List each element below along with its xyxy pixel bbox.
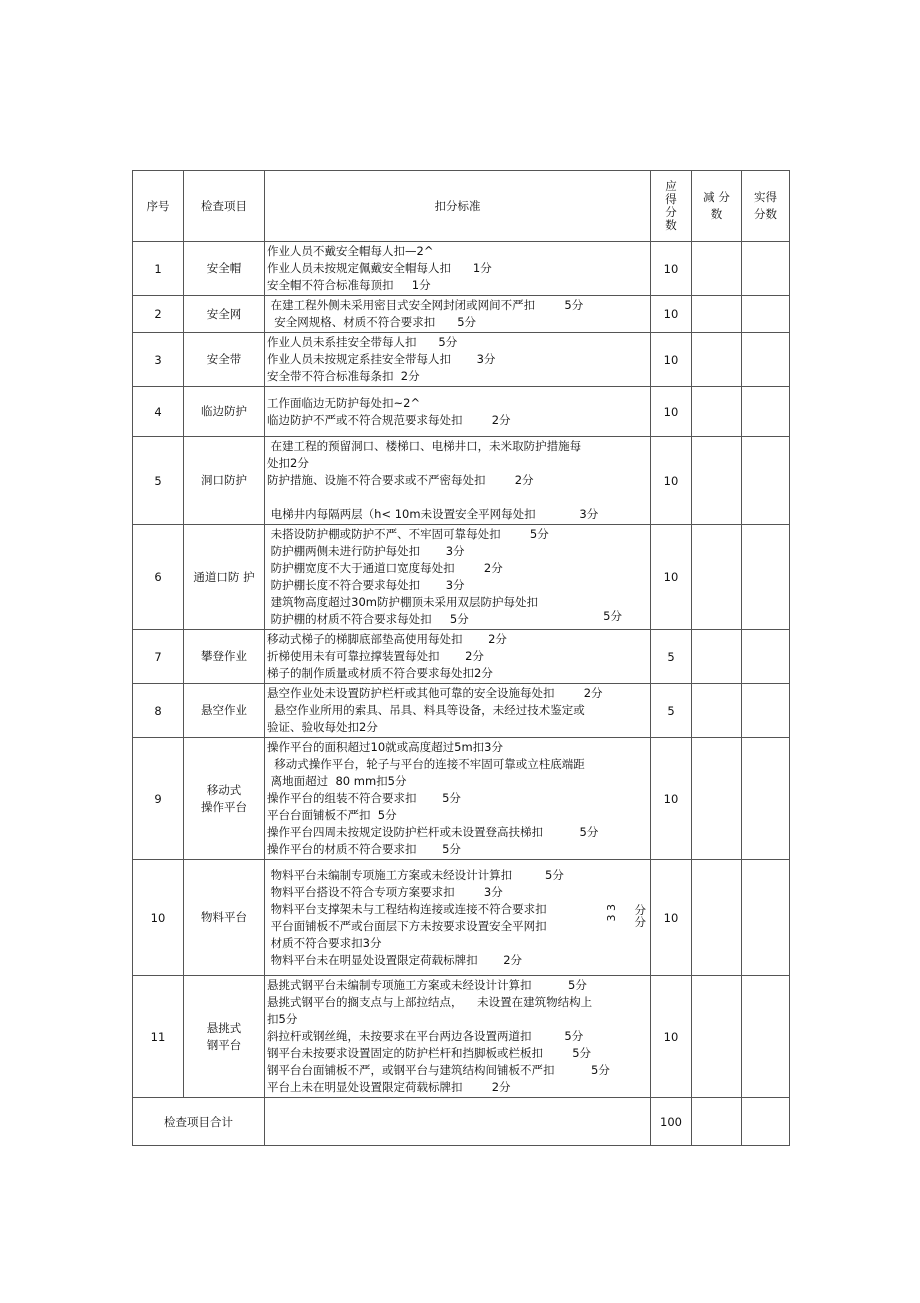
header-actual: 实得 分数 [742, 171, 790, 242]
standard-line: 平台面铺板不严或台面层下方未按要求设置安全平网扣 [267, 918, 547, 933]
standard-line: 安全带不符合标准每条扣 2分 [267, 369, 420, 383]
header-deduct: 减 分 数 [692, 171, 742, 242]
standard-line: 在建工程外侧未采用密目式安全网封闭或网间不严扣 5分 [267, 298, 584, 312]
row-due-score: 5 [651, 684, 692, 738]
row-deduct [692, 296, 742, 333]
row-actual [742, 860, 790, 976]
standard-line: 悬挑式钢平台未编制专项施工方案或未经设计计算扣 5分 [267, 978, 587, 992]
row-number: 5 [133, 437, 184, 525]
row-deduct [692, 437, 742, 525]
row-due-score: 10 [651, 525, 692, 630]
standard-line: 悬挑式钢平台的搁支点与上部拉结点， 未设置在建筑物结构上 [267, 995, 593, 1009]
standard-line: 移动式梯子的梯脚底部垫高使用每处扣 2分 [267, 632, 507, 646]
row-actual [742, 738, 790, 860]
row-number: 4 [133, 387, 184, 437]
row-standard [265, 684, 651, 738]
standard-line [267, 489, 650, 506]
total-standard-cell [265, 1098, 651, 1146]
row-number: 11 [133, 976, 184, 1098]
row-actual [742, 333, 790, 387]
row-number: 1 [133, 242, 184, 296]
row-actual [742, 387, 790, 437]
standard-line: 平台台面铺板不严扣 5分 [267, 808, 397, 822]
total-label: 检查项目合计 [133, 1098, 265, 1146]
standard-line: 操作平台四周未按规定设防护栏杆或未设置登高扶梯扣 5分 [267, 825, 599, 839]
table-row [133, 860, 790, 976]
row-number: 9 [133, 738, 184, 860]
row-deduct [692, 630, 742, 684]
standard-line: 处扣2分 [267, 456, 309, 470]
row-item: 通道口防 护 [184, 525, 265, 630]
row-standard [265, 242, 651, 296]
row-item: 物料平台 [184, 860, 265, 976]
row-number: 2 [133, 296, 184, 333]
row-item: 安全带 [184, 333, 265, 387]
standard-line: 临边防护不严或不符合规范要求每处扣 2分 [267, 412, 511, 427]
row-actual [742, 630, 790, 684]
standard-side-mark: 3 3 [605, 904, 618, 922]
row-actual [742, 437, 790, 525]
row-number: 7 [133, 630, 184, 684]
standard-line: 悬空作业处未设置防护栏杆或其他可靠的安全设施每处扣 2分 [267, 686, 603, 700]
table-row [133, 333, 790, 387]
row-standard [265, 738, 651, 860]
standard-line: 防护棚的材质不符合要求每处扣 5分 [267, 612, 469, 626]
row-actual [742, 242, 790, 296]
row-actual [742, 296, 790, 333]
row-actual [742, 684, 790, 738]
row-deduct [692, 333, 742, 387]
header-standard: 扣分标准 [265, 171, 651, 242]
standard-line: 钢平台未按要求设置固定的防护栏杆和挡脚板或栏板扣 5分 [267, 1046, 592, 1060]
header-row [133, 171, 790, 242]
total-row [133, 1098, 790, 1146]
header-no: 序号 [133, 171, 184, 242]
row-standard [265, 860, 651, 976]
standard-line: 防护棚长度不符合要求每处扣 3分 [267, 578, 465, 592]
standard-line: 防护措施、设施不符合要求或不严密每处扣 2分 [267, 473, 534, 487]
standard-line: 操作平台的材质不符合要求扣 5分 [267, 842, 461, 856]
row-item: 悬挑式 钢平台 [184, 976, 265, 1098]
row-standard [265, 296, 651, 333]
row-item: 悬空作业 [184, 684, 265, 738]
standard-line: 建筑物高度超过30m防护棚顶未采用双层防护每处扣 [267, 595, 538, 609]
row-item: 安全帽 [184, 242, 265, 296]
standard-line: 物料平台未编制专项施工方案或未经设计计算扣 5分 [267, 867, 564, 882]
row-deduct [692, 525, 742, 630]
total-score: 100 [651, 1098, 692, 1146]
row-standard [265, 525, 651, 630]
table-row [133, 976, 790, 1098]
row-deduct [692, 976, 742, 1098]
standard-line: 物料平台搭设不符合专项方案要求扣 3分 [267, 884, 503, 899]
table-row [133, 525, 790, 630]
standard-line: 移动式操作平台，轮子与平台的连接不牢固可靠或立柱底端距 [267, 757, 585, 771]
row-standard [265, 387, 651, 437]
row-number: 8 [133, 684, 184, 738]
row-due-score: 10 [651, 738, 692, 860]
row-item: 临边防护 [184, 387, 265, 437]
standard-line: 防护棚宽度不大于通道口宽度每处扣 2分 [267, 561, 503, 575]
row-actual [742, 525, 790, 630]
row-standard [265, 333, 651, 387]
standard-line: 斜拉杆或钢丝绳，未按要求在平台两边各设置两道扣 5分 [267, 1029, 584, 1043]
standard-line: 未搭设防护棚或防护不严、不牢固可靠每处扣 5分 [267, 527, 549, 541]
row-item: 攀登作业 [184, 630, 265, 684]
standard-line: 作业人员未按规定系挂安全带每人扣 3分 [267, 352, 496, 366]
row-item: 安全网 [184, 296, 265, 333]
standard-side-text: 分 分 [634, 903, 646, 929]
row-deduct [692, 738, 742, 860]
standard-line: 验证、验收每处扣2分 [267, 720, 378, 734]
standard-line: 扣5分 [267, 1012, 298, 1026]
standard-line: 在建工程的预留洞口、楼梯口、电梯井口，未米取防护措施每 [267, 439, 582, 453]
standard-line: 平台上未在明显处设置限定荷载标牌扣 2分 [267, 1080, 511, 1094]
row-due-score: 10 [651, 437, 692, 525]
row-due-score: 10 [651, 976, 692, 1098]
standard-line: 工作面临边无防护每处扣~2^ [267, 395, 421, 410]
row-due-score: 10 [651, 860, 692, 976]
table-row [133, 738, 790, 860]
row-item: 移动式 操作平台 [184, 738, 265, 860]
standard-extra: 5分 [603, 609, 622, 623]
standard-line: 材质不符合要求扣3分 [267, 935, 382, 950]
standard-line: 安全帽不符合标准每顶扣 1分 [267, 278, 431, 292]
standard-line: 操作平台的面积超过10就或高度超过5m扣3分 [267, 740, 503, 754]
standard-line: 作业人员未系挂安全带每人扣 5分 [267, 335, 458, 349]
row-deduct [692, 860, 742, 976]
row-deduct [692, 387, 742, 437]
table-row [133, 437, 790, 525]
standard-line: 作业人员不戴安全帽每人扣—2^ [267, 244, 434, 258]
inspection-table [132, 170, 790, 1146]
row-actual [742, 976, 790, 1098]
row-standard [265, 976, 651, 1098]
row-deduct [692, 684, 742, 738]
row-due-score: 5 [651, 630, 692, 684]
header-item: 检查项目 [184, 171, 265, 242]
table-row [133, 242, 790, 296]
table-row [133, 387, 790, 437]
row-number: 3 [133, 333, 184, 387]
row-item: 洞口防护 [184, 437, 265, 525]
standard-line: 安全网规格、材质不符合要求扣 5分 [267, 315, 477, 329]
row-due-score: 10 [651, 242, 692, 296]
total-deduct-cell [692, 1098, 742, 1146]
row-number: 6 [133, 525, 184, 630]
row-deduct [692, 242, 742, 296]
standard-line: 作业人员未按规定佩戴安全帽每人扣 1分 [267, 261, 492, 275]
standard-line: 物料平台未在明显处设置限定荷载标牌扣 2分 [267, 952, 523, 967]
row-due-score: 10 [651, 333, 692, 387]
table-row [133, 684, 790, 738]
standard-line: 梯子的制作质量或材质不符合要求每处扣2分 [267, 666, 493, 680]
standard-line: 电梯井内每隔两层（h< 10m未设置安全平网每处扣 3分 [267, 507, 599, 521]
standard-line: 防护棚两侧未进行防护每处扣 3分 [267, 544, 465, 558]
table-row [133, 630, 790, 684]
standard-line: 物料平台支撑架未与工程结构连接或连接不符合要求扣 [267, 901, 547, 916]
standard-line: 操作平台的组装不符合要求扣 5分 [267, 791, 461, 805]
row-number: 10 [133, 860, 184, 976]
header-due-score: 应得分数 [665, 179, 677, 232]
row-standard [265, 630, 651, 684]
row-due-score: 10 [651, 387, 692, 437]
standard-line: 离地面超过 80 mm扣5分 [267, 774, 407, 788]
standard-line: 悬空作业所用的索具、吊具、料具等设备，未经过技术鉴定或 [267, 703, 585, 717]
total-actual-cell [742, 1098, 790, 1146]
standard-line: 钢平台台面铺板不严，或钢平台与建筑结构间铺板不严扣 5分 [267, 1063, 610, 1077]
row-standard [265, 437, 651, 525]
header-due-score-cell [651, 171, 692, 242]
table-row [133, 296, 790, 333]
standard-line: 折梯使用未有可靠拉撑装置每处扣 2分 [267, 649, 484, 663]
row-due-score: 10 [651, 296, 692, 333]
